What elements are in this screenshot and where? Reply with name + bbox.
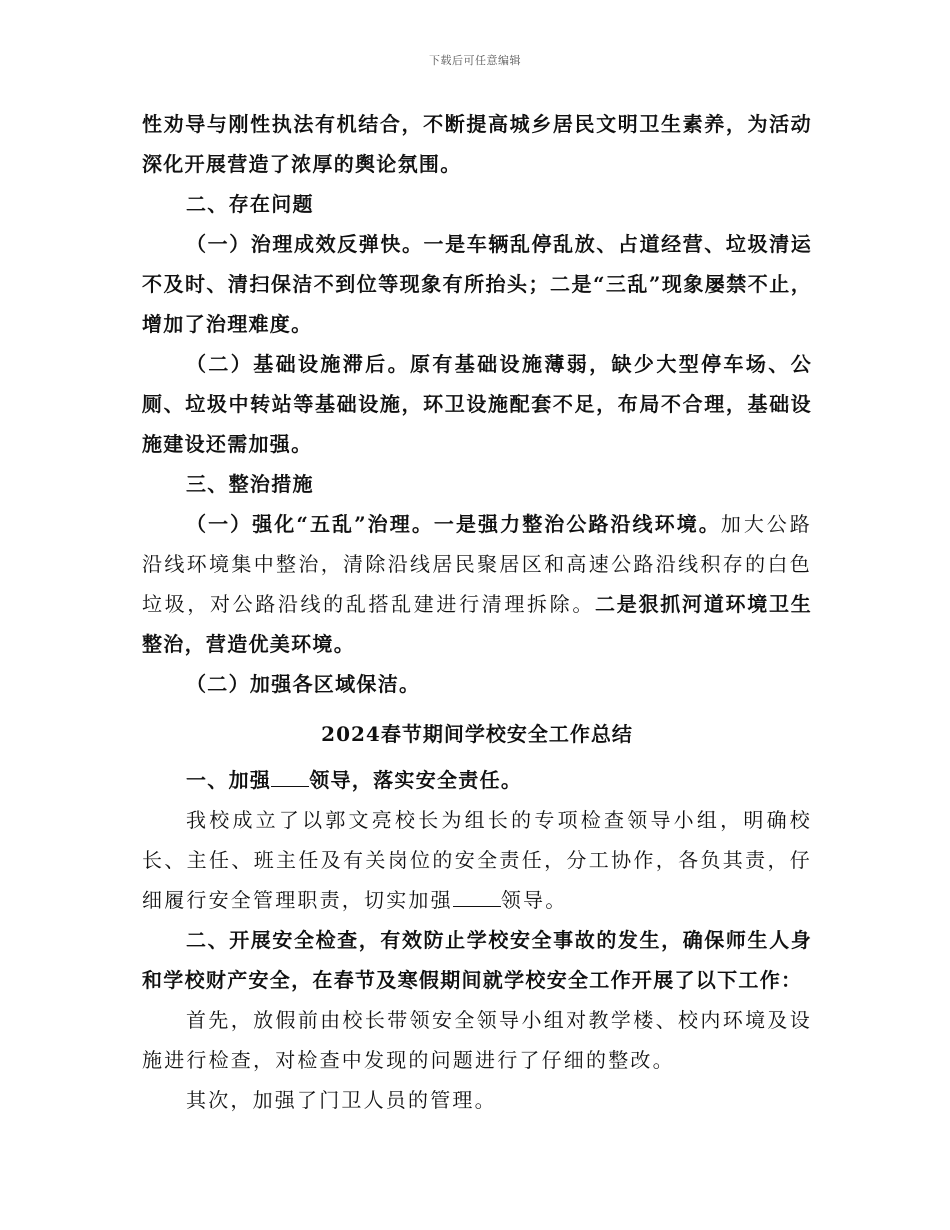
heading-problems: 二、存在问题 (186, 192, 314, 216)
paragraph-leadership-part1: 我校成立了以郭文亮校长为组长的专项检查领导小组，明确校长、主任、班主任及有关岗位的安全责任，分工协作，各负其责，仔细履行安全管理职责，切实加强 (142, 808, 812, 912)
measure-1-body: 加大公路沿线环境集中整治，清除沿线居民聚居区和高速公路沿线积存的白色垃圾，对公路沿线的乱搭乱建进行清理拆除。 (142, 512, 812, 616)
heading-measures: 三、整治措施 (186, 472, 314, 496)
document-title: 2024春节期间学校安全工作总结 (321, 722, 633, 746)
paragraph-first: 首先，放假前由校长带领安全领导小组对教学楼、校内环境及设施进行检查，对检查中发现的问题进行了仔细的整改。 (142, 1008, 812, 1072)
document-body (142, 104, 812, 1120)
heading-leadership (142, 760, 812, 800)
heading-leadership-part2: 领导，落实安全责任。 (309, 768, 523, 792)
heading-leadership-part1: 一、加强 (186, 768, 272, 792)
paragraph-problem-2: （二）基础设施滞后。原有基础设施薄弱，缺少大型停车场、公厕、垃圾中转站等基础设施，环卫设施配套不足，布局不合理，基础设施建设还需加强。 (142, 352, 812, 456)
measure-1-lead: （一）强化“五乱”治理。一是强力整治公路沿线环境。 (186, 512, 721, 536)
paragraph-problem-1: （一）治理成效反弹快。一是车辆乱停乱放、占道经营、垃圾清运不及时、清扫保洁不到位等现象有所抬头；二是“三乱”现象屡禁不止，增加了治理难度。 (142, 232, 812, 336)
measure-1-tail: 二是狠抓河道环境卫生整治，营造优美环境。 (142, 592, 813, 656)
paragraph-second: 其次，加强了门卫人员的管理。 (186, 1088, 497, 1112)
blank-underline (453, 884, 501, 907)
paragraph-leadership-part2: 领导。 (500, 888, 568, 912)
blank-underline (271, 762, 309, 787)
page-header: 下载后可任意编辑 (429, 54, 521, 67)
paragraph-leadership (142, 800, 812, 920)
paragraph-measure-2: （二）加强各区域保洁。 (186, 672, 421, 696)
paragraph-continuation: 性劝导与刚性执法有机结合，不断提高城乡居民文明卫生素养，为活动深化开展营造了浓厚的舆论氛围。 (142, 112, 812, 176)
paragraph-measure-1 (142, 504, 812, 664)
heading-safety-check: 二、开展安全检查，有效防止学校安全事故的发生，确保师生人身和学校财产安全，在春节及寒假期间就学校安全工作开展了以下工作： (142, 928, 812, 992)
